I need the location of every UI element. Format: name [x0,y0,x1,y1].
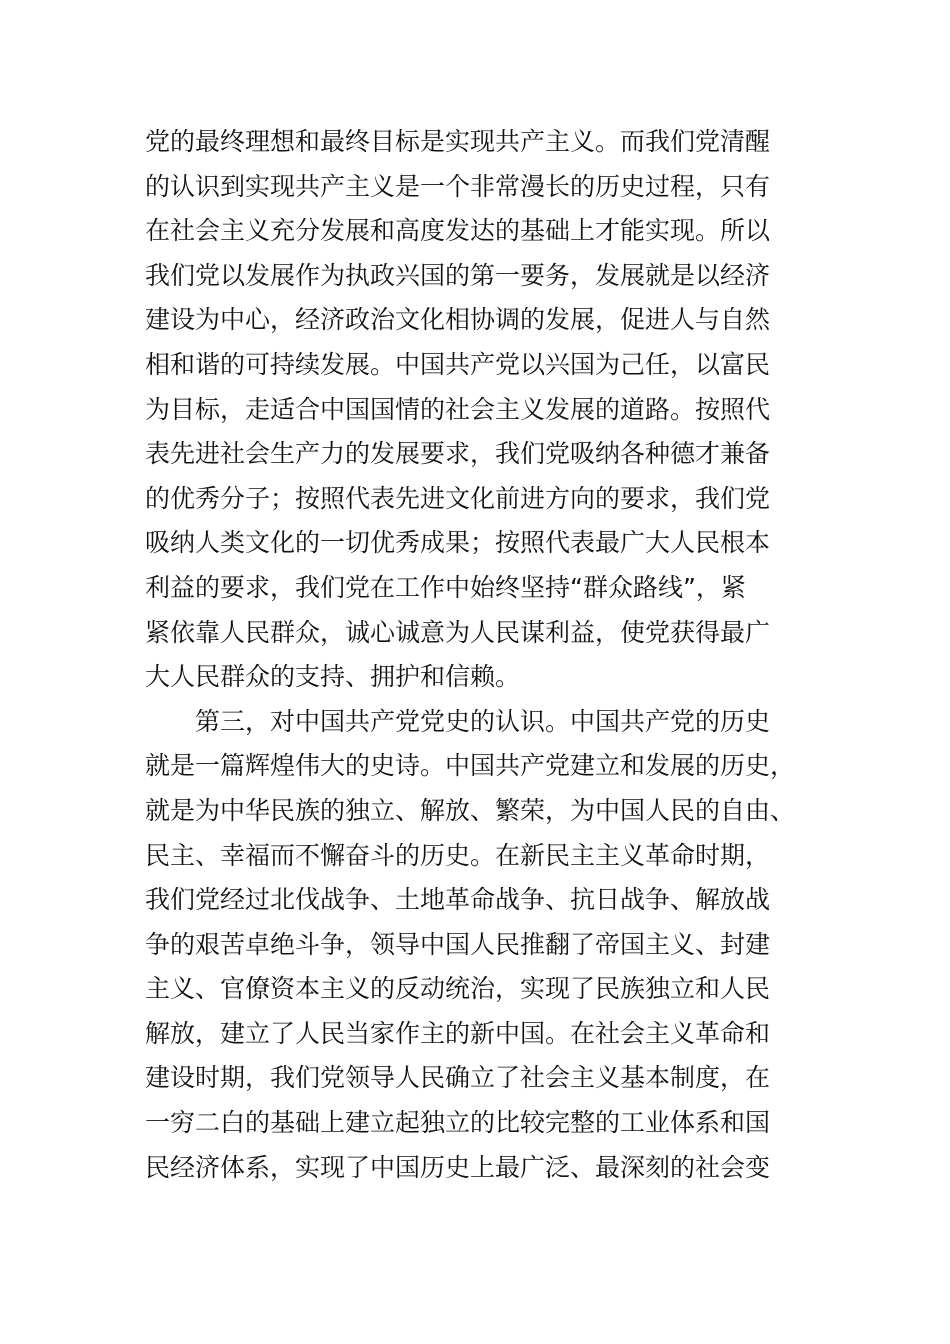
text-line: 主义、官僚资本主义的反动统治，实现了民族独立和人民 [145,974,771,1004]
document-body [145,120,810,1190]
text-line: 的优秀分子；按照代表先进文化前进方向的要求，我们党 [145,483,771,513]
text-line: 在社会主义充分发展和高度发达的基础上才能实现。所以 [145,216,771,246]
text-line: 我们党经过北伐战争、土地革命战争、抗日战争、解放战 [145,885,771,915]
text-line: 民经济体系，实现了中国历史上最广泛、最深刻的社会变 [145,1152,771,1182]
text-line: 建设为中心，经济政治文化相协调的发展，促进人与自然 [145,305,771,335]
text-line: 利益的要求，我们党在工作中始终坚持“群众路线”，紧 [145,572,746,602]
text-line: 民主、幸福而不懈奋斗的历史。在新民主主义革命时期， [145,840,771,870]
text-line: 吸纳人类文化的一切优秀成果；按照代表最广大人民根本 [145,528,771,558]
text-line: 一穷二白的基础上建立起独立的比较完整的工业体系和国 [145,1108,771,1138]
text-line: 相和谐的可持续发展。中国共产党以兴国为己任，以富民 [145,349,771,379]
text-line: 大人民群众的支持、拥护和信赖。 [145,662,521,692]
text-line: 建设时期，我们党领导人民确立了社会主义基本制度，在 [145,1063,771,1093]
text-line: 表先进社会生产力的发展要求，我们党吸纳各种德才兼备 [145,439,771,469]
text-line: 党的最终理想和最终目标是实现共产主义。而我们党清醒 [145,127,771,156]
text-line-indented: 第三，对中国共产党党史的认识。中国共产党的历史 [195,706,771,736]
paragraph-2 [145,700,810,1191]
text-line: 我们党以发展作为执政兴国的第一要务，发展就是以经济 [145,260,771,290]
text-line: 的认识到实现共产主义是一个非常漫长的历史过程，只有 [145,171,771,201]
text-line: 为目标，走适合中国国情的社会主义发展的道路。按照代 [145,394,771,424]
text-line: 紧依靠人民群众，诚心诚意为人民谋利益，使党获得最广 [145,617,771,647]
text-line: 争的艰苦卓绝斗争，领导中国人民推翻了帝国主义、封建 [145,929,771,959]
text-line: 解放，建立了人民当家作主的新中国。在社会主义革命和 [145,1018,771,1048]
text-line: 就是为中华民族的独立、解放、繁荣，为中国人民的自由、 [145,795,796,825]
text-line: 就是一篇辉煌伟大的史诗。中国共产党建立和发展的历史， [145,751,796,781]
paragraph-1 [145,120,810,700]
